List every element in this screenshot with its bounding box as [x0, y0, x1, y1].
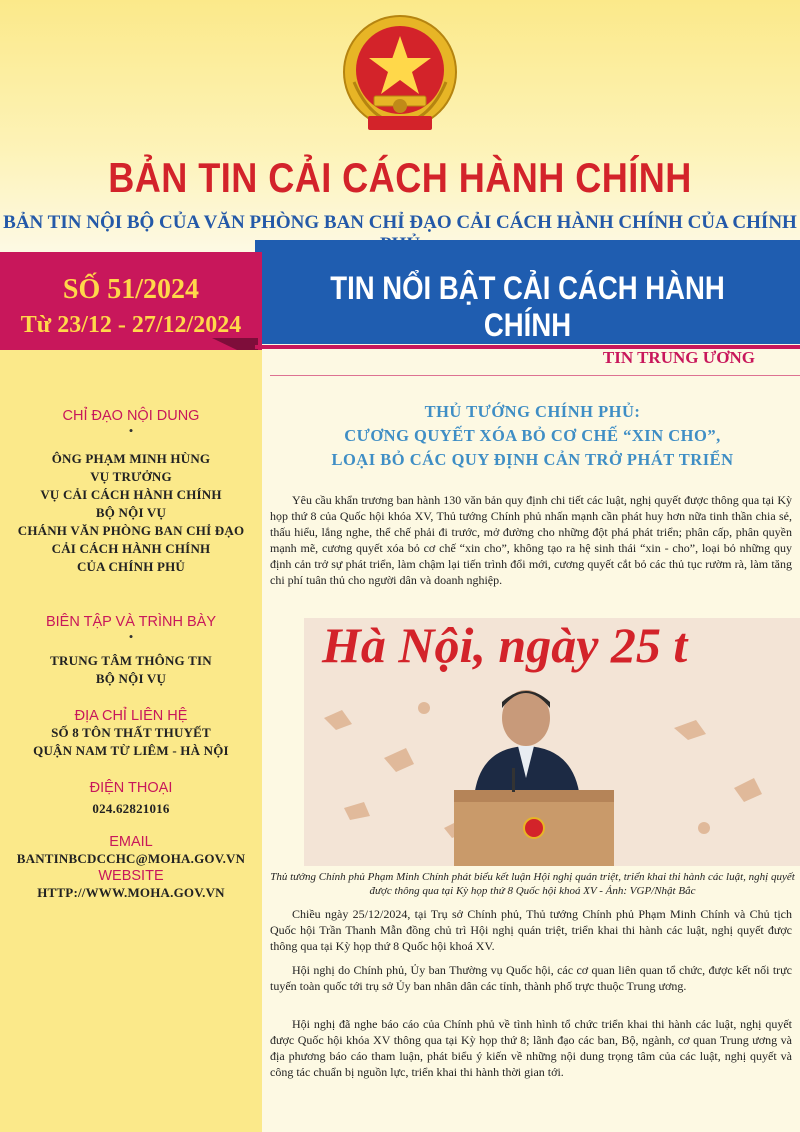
issue-number: SỐ 51/2024 — [62, 274, 200, 305]
article-paragraph: Hội nghị do Chính phủ, Ủy ban Thường vụ Quốc hội, các cơ quan liên quan tổ chức, được kết nối trực tuyến toàn quốc tới trụ sở Ủy ban nhân dân các tỉnh, thành phố trực thuộc Trung ương. — [270, 963, 792, 993]
sidebar-line: QUẬN NAM TỪ LIÊM - HÀ NỘI — [33, 743, 229, 758]
sidebar-heading: ĐỊA CHỈ LIÊN HỆ — [74, 708, 188, 724]
sidebar-line: CHÁNH VĂN PHÒNG BAN CHỈ ĐẠO — [17, 523, 245, 538]
sidebar-heading: BIÊN TẬP VÀ TRÌNH BÀY — [45, 614, 217, 630]
sidebar-heading: ĐIỆN THOẠI — [89, 780, 173, 796]
sidebar-line: VỤ TRƯỞNG — [90, 469, 172, 484]
bulletin-subtitle: BẢN TIN NỘI BỘ CỦA VĂN PHÒNG BAN CHỈ ĐẠO CẢI CÁCH HÀNH CHÍNH CỦA CHÍNH — [3, 212, 797, 233]
sidebar-heading: CHỈ ĐẠO NỘI DUNG — [62, 408, 200, 424]
article-title-line: THỦ TƯỚNG CHÍNH PHỦ: — [424, 402, 641, 421]
national-emblem — [340, 12, 460, 136]
section-underline — [270, 375, 800, 376]
section-label: TIN TRUNG ƯƠNG — [602, 348, 755, 367]
sidebar-line: CẢI CÁCH HÀNH CHÍNH — [51, 541, 211, 556]
article-paragraph: Hội nghị đã nghe báo cáo của Chính phủ về tình hình tổ chức triển khai thi hành các luật, nghị quyết được Quốc hội khóa XV thông qua tại Kỳ họp thứ 8; lãnh đạo các ban, Bộ, ngành, cơ quan Trung ương và địa phương báo cáo tham luận, phát biểu ý kiến về những nội dung trọng tâm của các luật, nghị quyết và công tác chuẩn bị nguồn lực, triển khai thi hành thời gian tới. — [270, 1017, 792, 1079]
sidebar-address — [0, 708, 262, 760]
article-title — [270, 400, 795, 472]
sidebar-line: VỤ CẢI CÁCH HÀNH CHÍNH — [40, 487, 222, 502]
sidebar-line: BỘ NỘI VỤ — [95, 505, 167, 520]
article-title-line: CƯƠNG QUYẾT XÓA BỎ CƠ CHẾ “XIN CHO”, — [344, 426, 721, 445]
sidebar-editor — [0, 614, 262, 688]
issue-date-range: Từ 23/12 - 27/12/2024 — [20, 312, 242, 338]
sidebar-contact — [0, 834, 262, 902]
article-title-line: LOẠI BỎ CÁC QUY ĐỊNH CẢN TRỞ PHÁT TRIỂN — [331, 450, 734, 469]
sidebar-line: BỘ NỘI VỤ — [95, 671, 167, 686]
bulletin-title: BẢN TIN CẢI CÁCH HÀNH CHÍNH — [108, 154, 692, 201]
bullet-dot: • — [128, 629, 134, 644]
phone-number: 024.62821016 — [92, 801, 170, 816]
sidebar-phone — [0, 780, 262, 818]
article-intro: Yêu cầu khẩn trương ban hành 130 văn bản quy định chi tiết các luật, nghị quyết được thông qua tại Kỳ họp thứ 8 của Quốc hội khóa XV, Thủ tướng Chính phủ nhấn mạnh cần phát huy hơn nữa tinh thần chia sẻ, thấu hiểu, lắng nghe, thể chế phải đi trước, mở đường cho những đột phá phát triển; phân cấp, phân quyền mạnh mẽ, cương quyết xóa bỏ cơ chế “xin cho”, không tạo ra hệ sinh thái “xin - cho”, loại bỏ những quy định cản trở sự phát triển, làm chậm lại tiến trình đổi mới, cương quyết cắt bỏ các thủ tục rườm rà, làm tăng chi phí tuân thủ cho người dân và doanh nghiệp. — [270, 493, 792, 587]
sidebar-line: ÔNG PHẠM MINH HÙNG — [51, 451, 211, 466]
article-paragraph: Chiều ngày 25/12/2024, tại Trụ sở Chính phủ, Thủ tướng Chính phủ Phạm Minh Chính và Chủ tịch Quốc hội Trần Thanh Mẫn đồng chủ trì Hội nghị quán triệt, triển khai thi hành các luật, nghị quyết được thông qua tại Kỳ họp thứ 8 Quốc hội khoá XV. — [270, 907, 792, 953]
bullet-dot: • — [128, 423, 134, 438]
article-photo — [304, 618, 800, 866]
sidebar-line: TRUNG TÂM THÔNG TIN — [50, 653, 212, 668]
photo-caption: Thủ tướng Chính phủ Phạm Minh Chính phát biểu kết luận Hội nghị quán triệt, triển khai thi hành các luật, nghị quyết được thông qua tại Kỳ họp thứ 8 Quốc hội khoá XV - Ảnh: VGP/Nhật Bắc — [270, 871, 795, 897]
sidebar-content-direction — [0, 408, 262, 576]
highlight-banner — [255, 240, 800, 344]
sidebar-line: SỐ 8 TÔN THẤT THUYẾT — [51, 725, 211, 740]
sidebar-line: CỦA CHÍNH PHỦ — [76, 559, 186, 574]
highlight-banner-title: TIN NỔI BẬT CẢI CÁCH HÀNH CHÍNH — [330, 270, 725, 343]
website-link[interactable]: HTTP://WWW.MOHA.GOV.VN — [37, 885, 225, 900]
sidebar-heading: WEBSITE — [98, 868, 164, 884]
email-link[interactable]: BANTINBCDCCHC@MOHA.GOV.VN — [16, 851, 246, 866]
sidebar-heading: EMAIL — [109, 834, 153, 850]
photo-banner-text: Hà Nội, ngày 25 t — [322, 618, 688, 673]
